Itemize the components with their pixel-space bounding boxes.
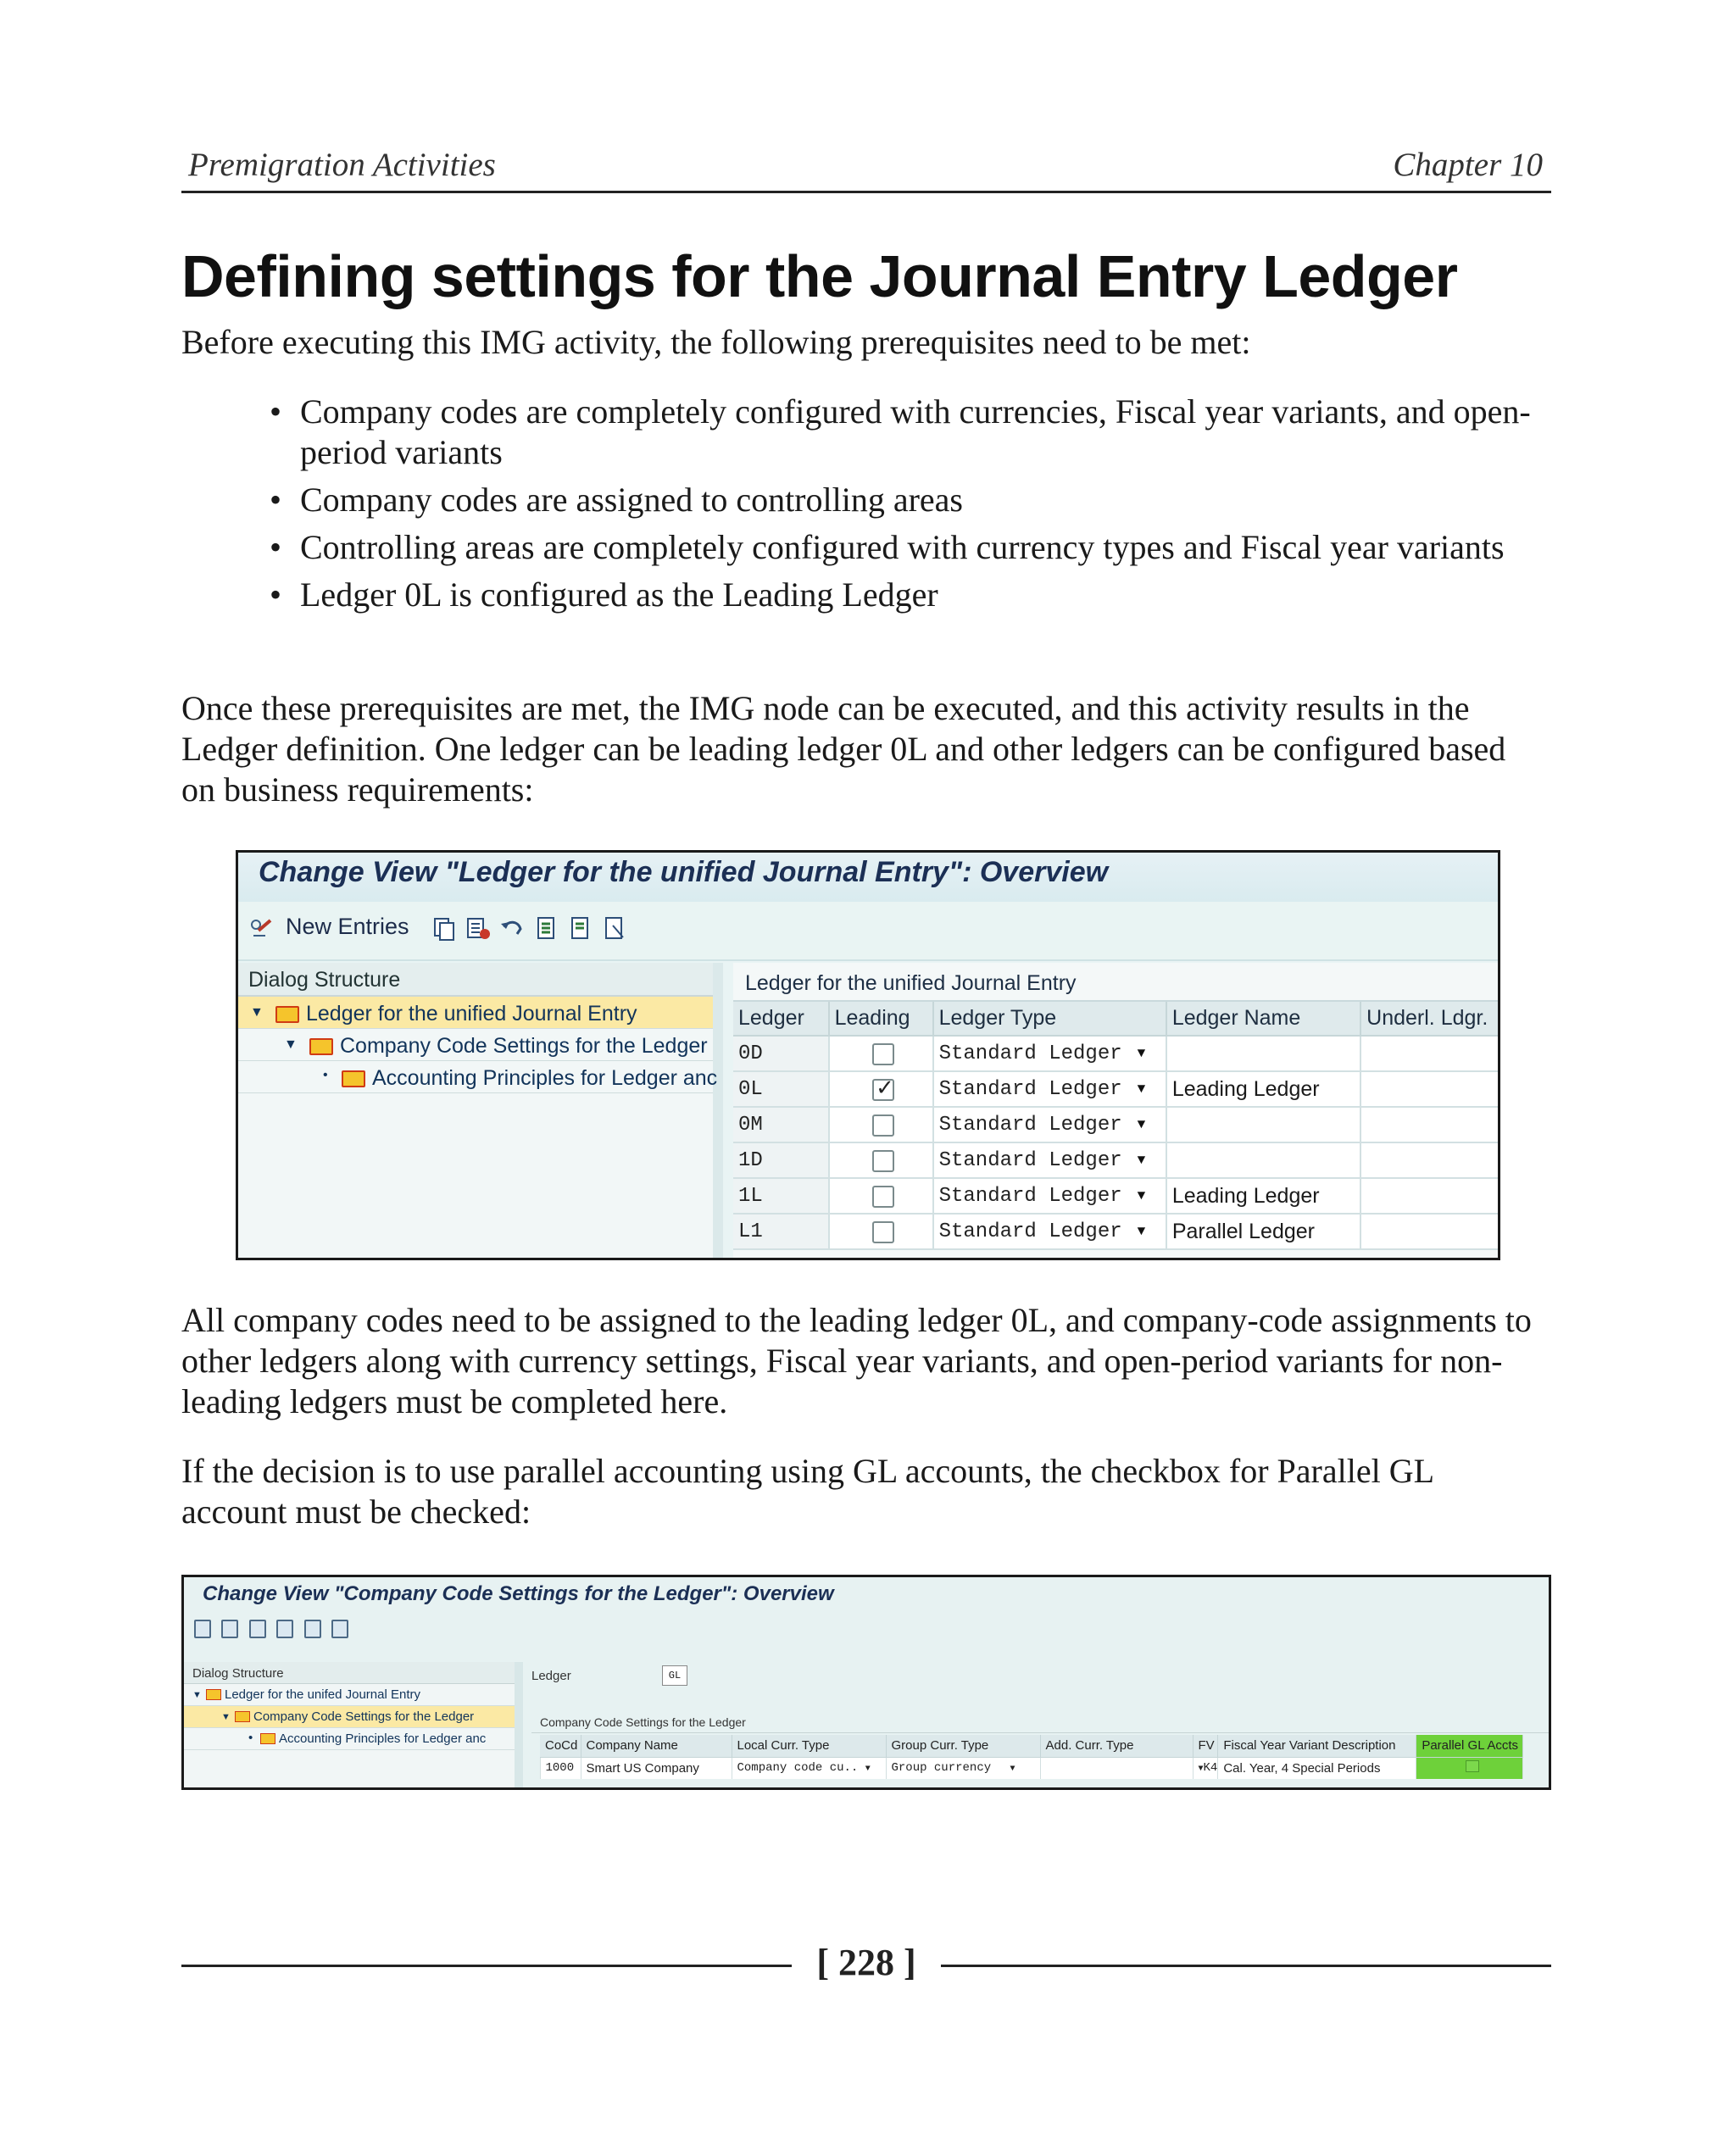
collapse-arrow-icon[interactable]: ▼ [284, 1037, 298, 1052]
collapse-arrow-icon[interactable]: ▼ [250, 1005, 264, 1020]
table-row[interactable] [523, 1757, 1523, 1779]
screen-toolbar [238, 902, 1498, 961]
display-change-icon[interactable] [248, 915, 274, 942]
dropdown-arrow-icon[interactable]: ▼ [1137, 1045, 1146, 1061]
screen-toolbar [194, 1620, 355, 1650]
fiscal-variant-cell[interactable]: ▼K4 [1193, 1757, 1218, 1779]
select-all-icon[interactable] [276, 1620, 293, 1638]
collapse-arrow-icon[interactable]: ▼ [192, 1690, 202, 1700]
local-currency-dropdown[interactable]: Company code cu.. ▼ [732, 1757, 886, 1779]
select-block-icon[interactable] [304, 1620, 321, 1638]
prerequisite-list [270, 392, 1555, 622]
ledger-cell[interactable]: 1L [733, 1178, 829, 1214]
page-number: [ 228 ] [816, 1942, 916, 1983]
ledger-grid-panel [733, 963, 1498, 1260]
column-header[interactable]: Ledger Name [1166, 1002, 1360, 1036]
dropdown-arrow-icon[interactable]: ▼ [865, 1765, 871, 1775]
ledger-cell[interactable]: 0D [733, 1036, 829, 1071]
column-header[interactable]: Ledger [733, 1002, 829, 1036]
deselect-all-icon[interactable] [331, 1620, 348, 1638]
dialog-structure-header: Dialog Structure [238, 963, 713, 997]
column-header[interactable]: FV [1193, 1735, 1218, 1757]
screen-titlebar [238, 853, 1498, 902]
table-row[interactable] [733, 1107, 1500, 1142]
company-name-cell[interactable]: Smart US Company [581, 1757, 732, 1779]
dropdown-arrow-icon[interactable]: ▼ [1137, 1116, 1146, 1132]
list-item: • Ledger 0L is configured as the Leading Ledger [270, 575, 938, 614]
leaf-bullet-icon: • [248, 1731, 253, 1745]
page-footer [181, 1941, 1551, 1992]
leading-checkbox[interactable] [872, 1186, 894, 1208]
ledger-type-dropdown[interactable]: Standard Ledger ▼ [933, 1142, 1166, 1178]
dialog-structure-panel [184, 1662, 523, 1790]
underlying-ledger-cell[interactable] [1360, 1036, 1500, 1071]
collapse-arrow-icon[interactable]: ▼ [221, 1712, 231, 1722]
select-block-icon[interactable] [569, 915, 594, 942]
ledger-cell[interactable]: L1 [733, 1214, 829, 1249]
ledger-name-cell[interactable] [1166, 1036, 1360, 1071]
search-icon[interactable] [221, 1620, 238, 1638]
underlying-ledger-cell[interactable] [1360, 1107, 1500, 1142]
undo-icon[interactable] [499, 915, 525, 942]
fiscal-variant-description-cell: Cal. Year, 4 Special Periods [1218, 1757, 1416, 1779]
running-header-chapter: Chapter 10 [1393, 147, 1543, 183]
parallel-gl-checkbox-cell[interactable] [1416, 1757, 1523, 1779]
dropdown-arrow-icon[interactable]: ▼ [1198, 1765, 1204, 1775]
parallel-gl-checkbox[interactable] [1466, 1760, 1479, 1772]
table-row[interactable] [733, 1071, 1500, 1107]
underlying-ledger-cell[interactable] [1360, 1178, 1500, 1214]
column-header[interactable]: Group Curr. Type [886, 1735, 1040, 1757]
delete-icon[interactable] [465, 915, 491, 942]
new-entries-button[interactable]: New Entries [286, 914, 409, 939]
ledger-table [733, 1002, 1500, 1250]
underlying-ledger-cell[interactable] [1360, 1214, 1500, 1249]
underlying-ledger-cell[interactable] [1360, 1071, 1500, 1107]
ledger-cell[interactable]: 0M [733, 1107, 829, 1142]
body-paragraph: If the decision is to use parallel accounting using GL accounts, the checkbox for Parallel GL account must be checked: [181, 1452, 1433, 1531]
folder-open-icon [235, 1711, 250, 1722]
deselect-all-icon[interactable] [603, 915, 628, 942]
ledger-name-cell[interactable] [1166, 1107, 1360, 1142]
table-row[interactable] [733, 1036, 1500, 1071]
column-header[interactable]: Parallel GL Accts [1416, 1735, 1523, 1757]
ledger-label: Ledger [531, 1669, 571, 1683]
tree-item-ledger[interactable]: ▼ Ledger for the unified Journal Entry [238, 997, 713, 1029]
list-item: • Company codes are assigned to controlling areas [270, 481, 963, 519]
additional-currency-cell[interactable] [1040, 1757, 1193, 1779]
dropdown-arrow-icon[interactable]: ▼ [1137, 1152, 1146, 1168]
group-currency-dropdown[interactable]: Group currency ▼ [886, 1757, 1040, 1779]
underlying-ledger-cell[interactable] [1360, 1142, 1500, 1178]
body-paragraph: Once these prerequisites are met, the IMG node can be executed, and this activity results in the Ledger definition. One ledger can be leading ledger 0L and other ledgers can be configured based on business requirements: [181, 689, 1506, 809]
display-change-icon[interactable] [194, 1620, 211, 1638]
tree-item-company-code-settings[interactable]: ▼ Company Code Settings for the Ledger [184, 1706, 515, 1728]
table-row[interactable] [733, 1142, 1500, 1178]
folder-icon [260, 1733, 275, 1744]
ledger-type-dropdown[interactable]: Standard Ledger ▼ [933, 1071, 1166, 1107]
leading-checkbox[interactable] [872, 1114, 894, 1137]
column-header[interactable]: Fiscal Year Variant Description [1218, 1735, 1416, 1757]
dropdown-arrow-icon[interactable]: ▼ [1137, 1187, 1146, 1203]
ledger-type-dropdown[interactable]: Standard Ledger ▼ [933, 1214, 1166, 1249]
column-header[interactable]: Ledger Type [933, 1002, 1166, 1036]
column-header[interactable]: CoCd [540, 1735, 581, 1757]
leading-checkbox[interactable] [872, 1043, 894, 1065]
folder-icon [309, 1038, 333, 1055]
screen-title: Change View "Ledger for the unified Journal Entry": Overview [259, 856, 1109, 888]
running-header [181, 142, 1551, 193]
column-header[interactable]: Add. Curr. Type [1040, 1735, 1193, 1757]
ledger-type-dropdown[interactable]: Standard Ledger ▼ [933, 1036, 1166, 1071]
folder-icon [342, 1070, 365, 1087]
ledger-cell[interactable]: 1D [733, 1142, 829, 1178]
ledger-name-cell[interactable]: Leading Ledger [1166, 1071, 1360, 1107]
table-row[interactable] [733, 1178, 1500, 1214]
folder-icon [206, 1689, 221, 1700]
running-header-section: Premigration Activities [188, 147, 496, 183]
dialog-structure-panel [238, 963, 723, 1260]
grid-caption: Ledger for the unified Journal Entry [733, 963, 1498, 1002]
company-code-cell[interactable]: 1000 [540, 1757, 581, 1779]
tree-item-ledger[interactable]: ▼ Ledger for the unifed Journal Entry [184, 1684, 515, 1706]
ledger-field[interactable]: GL [662, 1665, 687, 1686]
ledger-type-dropdown[interactable]: Standard Ledger ▼ [933, 1107, 1166, 1142]
intro-paragraph: Before executing this IMG activity, the following prerequisites need to be met: [181, 323, 1251, 361]
footer-rule [941, 1965, 1551, 1967]
company-code-settings-screenshot [181, 1575, 1551, 1790]
ledger-type-dropdown[interactable]: Standard Ledger ▼ [933, 1178, 1166, 1214]
copy-icon[interactable] [431, 915, 457, 942]
dropdown-arrow-icon[interactable]: ▼ [1137, 1223, 1146, 1239]
leading-checkbox[interactable] [872, 1221, 894, 1243]
tree-item-company-code-settings[interactable]: ▼ Company Code Settings for the Ledger [238, 1029, 713, 1061]
dialog-structure-header: Dialog Structure [184, 1662, 515, 1684]
tree-item-accounting-principles[interactable]: • Accounting Principles for Ledger anc [238, 1061, 713, 1093]
dropdown-arrow-icon[interactable]: ▼ [1137, 1081, 1146, 1097]
leading-checkbox[interactable] [872, 1079, 894, 1101]
undo-icon[interactable] [249, 1620, 266, 1638]
column-header[interactable]: Leading [829, 1002, 933, 1036]
column-header[interactable]: Underl. Ldgr. [1360, 1002, 1500, 1036]
tree-item-accounting-principles[interactable]: • Accounting Principles for Ledger anc [184, 1728, 515, 1750]
ledger-cell[interactable]: 0L [733, 1071, 829, 1107]
ledger-name-cell[interactable]: Parallel Ledger [1166, 1214, 1360, 1249]
ledger-name-cell[interactable]: Leading Ledger [1166, 1178, 1360, 1214]
ledger-name-cell[interactable] [1166, 1142, 1360, 1178]
ledger-overview-screenshot [236, 850, 1500, 1260]
folder-open-icon [275, 1006, 299, 1023]
body-paragraph: All company codes need to be assigned to the leading ledger 0L, and company-code assignments to other ledgers along with currency settings, Fiscal year variants, and open-period variants for non-leading ledgers must be completed here. [181, 1301, 1532, 1420]
leaf-bullet-icon: • [323, 1068, 328, 1082]
column-header[interactable]: Company Name [581, 1735, 732, 1757]
grid-caption: Company Code Settings for the Ledger [531, 1711, 1551, 1733]
dropdown-arrow-icon[interactable]: ▼ [1010, 1765, 1015, 1775]
section-title: Defining settings for the Journal Entry Ledger [181, 243, 1458, 309]
company-code-table [523, 1735, 1523, 1779]
select-all-icon[interactable] [535, 915, 560, 942]
list-item: • Controlling areas are completely configured with currency types and Fiscal year variants [270, 528, 1505, 566]
list-item: • Company codes are completely configured with currencies, Fiscal year variants, and open-period variants [270, 392, 1531, 471]
table-row[interactable] [733, 1214, 1500, 1249]
leading-checkbox[interactable] [872, 1150, 894, 1172]
column-header[interactable]: Local Curr. Type [732, 1735, 886, 1757]
screen-title: Change View "Company Code Settings for the Ledger": Overview [203, 1582, 834, 1605]
